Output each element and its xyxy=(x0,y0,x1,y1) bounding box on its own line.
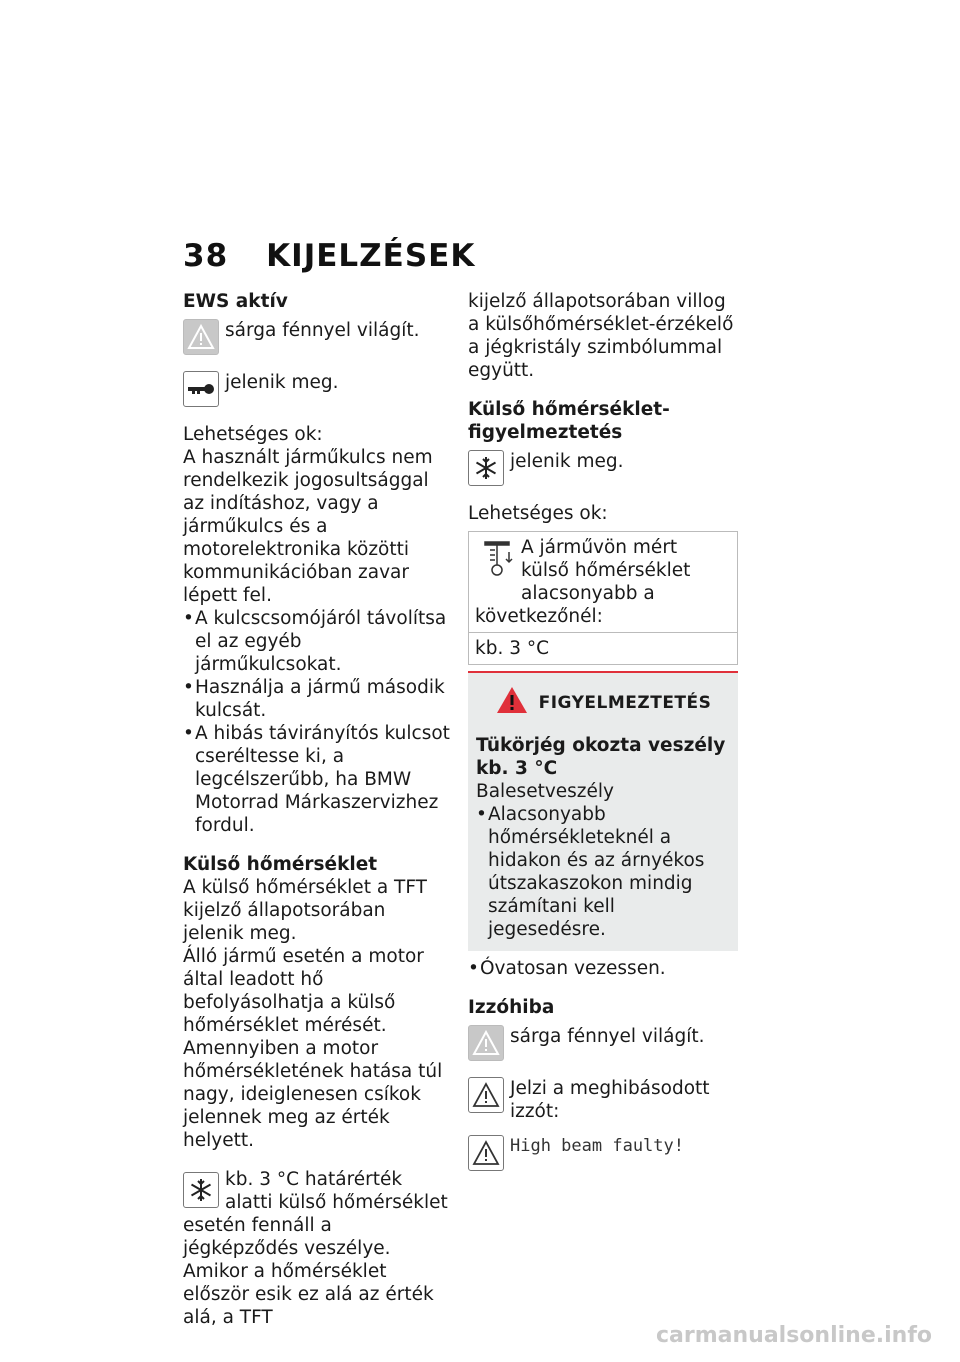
page-number: 38 xyxy=(183,238,229,274)
list-item: • A kulcscsomójáról távolítsa el az egyéb járműkulcsokat. xyxy=(183,608,447,675)
warning-title xyxy=(476,685,730,722)
bulb-line-1 xyxy=(468,1025,738,1061)
bulb-text-2: Jelzi a meghibásodott izzót: xyxy=(510,1078,710,1122)
temp-warning-line xyxy=(468,450,738,486)
bulb-line-2 xyxy=(468,1077,738,1123)
bulb-message: High beam faulty! xyxy=(510,1136,684,1156)
thermometer-icon xyxy=(481,538,513,584)
bulb-text-1: sárga fénnyel világít. xyxy=(510,1026,705,1047)
warning-box xyxy=(468,671,738,951)
list-item: • Óvatosan vezessen. xyxy=(468,958,666,979)
bulb-line-3 xyxy=(468,1135,738,1171)
list-item: • A hibás távirányítós kulcsot cseréltesse ki, a legcélszerűbb, ha BMW Motorrad Márkaszervizhez fordul. xyxy=(183,723,450,836)
page-header xyxy=(183,238,475,274)
watermark: carmanualsonline.info xyxy=(656,1323,932,1348)
temp-warning-text: jelenik meg. xyxy=(510,451,624,472)
warning-icon xyxy=(495,685,529,722)
table-cell: A járművön mért külső hőmérséklet alacsonyabb a következőnél: xyxy=(469,532,738,633)
possible-cause-label: Lehetséges ok: xyxy=(468,503,608,524)
right-column xyxy=(468,290,738,1171)
warning-label: FIGYELMEZTETÉS xyxy=(538,693,712,713)
warning-triangle-icon xyxy=(183,319,219,355)
bullet-icon: • xyxy=(183,723,194,744)
ews-text-1: sárga fénnyel világít. xyxy=(225,320,420,341)
threshold-table xyxy=(468,531,738,665)
warning-subtitle: Tükörjég okozta veszély kb. 3 °C xyxy=(476,735,726,779)
warning-triangle-icon xyxy=(468,1135,504,1171)
key-icon xyxy=(183,371,219,407)
frost-text: kb. 3 °C határérték alatti külső hőmérséklet esetén fennáll a jégképződés veszélye. Amikor a hőmérséklet először esik ez alá az érték alá, a TFT xyxy=(183,1169,448,1328)
warning-triangle-icon xyxy=(468,1077,504,1113)
snowflake-icon xyxy=(183,1172,219,1208)
temp-text-1: A külső hőmérséklet a TFT kijelző állapotsorában jelenik meg. xyxy=(183,877,427,944)
ews-text-2: jelenik meg. xyxy=(225,372,339,393)
bullet-icon: • xyxy=(183,608,194,629)
bullet-icon: • xyxy=(468,958,479,979)
ews-line-2 xyxy=(183,371,451,407)
temp-text-2: Álló jármű esetén a motor által leadott hő befolyásolhatja a külső hőmérséklet mérését. Amennyiben a motor hőmérsékletének hatása túl nagy, ideiglenesen csíkok jelennek meg az érték helyett. xyxy=(183,946,443,1151)
continued-text: kijelző állapotsorában villog a külsőhőmérséklet-érzékelő a jégkristály szimbólummal együtt. xyxy=(468,291,734,381)
ews-line-1 xyxy=(183,319,451,355)
table-cell: kb. 3 °C xyxy=(469,633,738,665)
list-item: • Használja a jármű második kulcsát. xyxy=(183,677,445,721)
temp-heading: Külső hőmérséklet xyxy=(183,854,378,875)
possible-cause-label: Lehetséges ok: xyxy=(183,424,323,445)
bullet-icon: • xyxy=(183,677,194,698)
frost-paragraph xyxy=(183,1168,451,1329)
warning-type: Balesetveszély xyxy=(476,781,614,802)
bulb-heading: Izzóhiba xyxy=(468,997,555,1018)
list-item: • Alacsonyabb hőmérsékleteknél a hidakon és az árnyékos útszakaszokon mindig számítani kell jegesedésre. xyxy=(476,804,705,940)
temp-warning-heading: Külső hőmérséklet-figyelmeztetés xyxy=(468,399,670,443)
cause-text: A használt járműkulcs nem rendelkezik jogosultsággal az indításhoz, vagy a járműkulcs és a motorelektronika közötti kommunikációban zavar lépett fel. xyxy=(183,447,433,606)
bullet-icon: • xyxy=(476,804,487,825)
table-row xyxy=(469,532,738,633)
left-column xyxy=(183,290,451,1329)
ews-heading: EWS aktív xyxy=(183,291,288,312)
warning-triangle-icon xyxy=(468,1025,504,1061)
table-row xyxy=(469,633,738,665)
page-title: KIJELZÉSEK xyxy=(266,238,476,274)
snowflake-icon xyxy=(468,450,504,486)
